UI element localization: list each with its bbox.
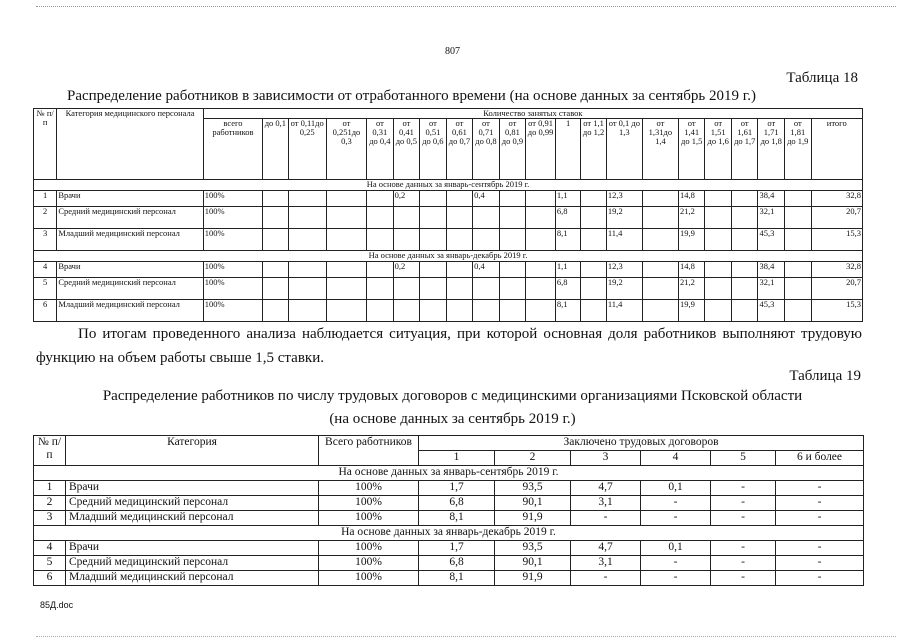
row-value [642,300,678,322]
row-value [420,207,447,229]
t18-subheader: от 0,41 до 0,5 [393,119,420,180]
row-value: 1,1 [555,262,580,278]
row-value [785,300,812,322]
t18-subheader: от 0,51 до 0,6 [420,119,447,180]
t18-group-header: Количество занятых ставок [203,109,862,119]
row-value [499,278,526,300]
row-value: 20,7 [811,207,862,229]
row-value: 8,1 [555,300,580,322]
row-value: - [776,541,864,556]
bottom-scan-line [36,636,896,637]
table-row [34,191,863,207]
row-value [705,191,732,207]
table-row [34,511,864,526]
row-value [393,229,420,251]
row-value: 38,4 [758,262,785,278]
row-value [785,207,812,229]
row-value: 0,1 [641,541,711,556]
row-number: 4 [34,541,66,556]
t19-col-total: Всего работников [319,436,419,466]
table-row [34,481,864,496]
row-value [642,191,678,207]
row-value [642,262,678,278]
t19-subheader: 3 [571,451,641,466]
table19-label: Таблица 19 [789,368,861,384]
row-value [705,207,732,229]
t19-section-row [34,526,864,541]
row-value [581,278,606,300]
t18-subheader: от 0,61 до 0,7 [446,119,473,180]
row-value: 4,7 [571,481,641,496]
row-value: 100% [203,229,262,251]
row-value [393,300,420,322]
row-category: Средний медицинский персонал [57,278,203,300]
row-value: 6,8 [555,207,580,229]
row-value [526,262,556,278]
table-row [34,262,863,278]
row-value: - [776,556,864,571]
row-value: 1,1 [555,191,580,207]
row-value [581,262,606,278]
row-value [526,207,556,229]
t19-group-header: Заключено трудовых договоров [419,436,864,451]
row-value: 32,8 [811,262,862,278]
row-value [393,278,420,300]
table19 [33,435,864,586]
t18-subheader: от 0,71 до 0,8 [473,119,500,180]
row-value: 32,1 [758,207,785,229]
row-value [705,262,732,278]
row-value [263,207,288,229]
row-value: 12,3 [606,262,642,278]
t19-subheader: 1 [419,451,495,466]
table18 [33,108,863,322]
row-value [473,278,500,300]
table-row [34,300,863,322]
row-value [263,262,288,278]
t18-section-row [34,180,863,191]
row-value: 45,3 [758,229,785,251]
row-number: 5 [34,556,66,571]
t19-subheader: 6 и более [776,451,864,466]
t18-section-row [34,251,863,262]
row-value: - [776,481,864,496]
row-value [731,229,758,251]
t18-subheader: от 0,81 до 0,9 [499,119,526,180]
t19-section-label: На основе данных за январь-декабрь 2019 г. [34,526,864,541]
row-value [326,262,366,278]
row-value [785,229,812,251]
row-value: 100% [319,541,419,556]
row-value: 100% [319,511,419,526]
row-value: 3,1 [571,496,641,511]
t18-subheader: от 1,31до 1,4 [642,119,678,180]
row-value: - [776,496,864,511]
row-value [499,300,526,322]
row-value: 19,2 [606,278,642,300]
row-value [367,262,394,278]
row-value: 8,1 [419,571,495,586]
row-value: 12,3 [606,191,642,207]
row-value [288,207,326,229]
row-category: Средний медицинский персонал [66,496,319,511]
row-value: 93,5 [495,541,571,556]
row-number: 3 [34,229,57,251]
t18-subheader: от 0,251до 0,3 [326,119,366,180]
row-value: 6,8 [419,556,495,571]
row-value: 91,9 [495,511,571,526]
t19-section-label: На основе данных за январь-сентябрь 2019 г. [34,466,864,481]
t18-subheader: всего работников [203,119,262,180]
row-value [499,229,526,251]
row-value [263,229,288,251]
row-value [326,278,366,300]
row-value [367,207,394,229]
t18-subheader: от 1,1 до 1,2 [581,119,606,180]
row-value: 19,2 [606,207,642,229]
row-value [446,207,473,229]
row-value: 100% [319,556,419,571]
row-category: Средний медицинский персонал [66,556,319,571]
t19-col-num: № п/п [34,436,66,466]
row-value: - [641,496,711,511]
row-value [420,229,447,251]
row-value: 8,1 [555,229,580,251]
table19-title: Распределение работников по числу трудовых договоров с медицинскими организациями Псковской области [102,388,803,404]
row-value: 11,4 [606,229,642,251]
row-value [393,207,420,229]
table18-label: Таблица 18 [786,70,858,86]
row-value [263,300,288,322]
t18-subheader: от 0,11до 0,25 [288,119,326,180]
row-value [420,278,447,300]
row-number: 4 [34,262,57,278]
row-number: 5 [34,278,57,300]
row-value [581,207,606,229]
t18-subheader: от 1,81 до 1,9 [785,119,812,180]
row-value: 15,3 [811,300,862,322]
table-row [34,496,864,511]
row-value: 21,2 [678,207,705,229]
row-value: - [711,511,776,526]
t18-subheader: от 1,41 до 1,5 [678,119,705,180]
row-value [446,229,473,251]
row-value: 100% [319,571,419,586]
row-value: - [776,571,864,586]
t18-col-category: Категория медицинского персонала [57,109,203,180]
row-value: 38,4 [758,191,785,207]
row-value: - [711,541,776,556]
row-value [446,300,473,322]
page-number: 807 [445,46,460,57]
table19-subtitle: (на основе данных за сентябрь 2019 г.) [329,411,576,427]
table-row [34,541,864,556]
row-number: 2 [34,496,66,511]
row-number: 1 [34,481,66,496]
row-value [263,191,288,207]
row-value: 14,8 [678,191,705,207]
row-value [473,229,500,251]
row-value [731,207,758,229]
top-scan-line [36,6,896,7]
row-category: Младший медицинский персонал [57,229,203,251]
row-value [705,278,732,300]
row-value: 6,8 [555,278,580,300]
row-value [499,207,526,229]
row-value: - [571,571,641,586]
row-value: 19,9 [678,300,705,322]
row-value [288,278,326,300]
t19-section-row [34,466,864,481]
analysis-text: По итогам проведенного анализа наблюдается ситуация, при которой основная доля работников выполняют трудовую функцию на объем работы свыше 1,5 ставки. [36,326,862,366]
row-value: 90,1 [495,556,571,571]
row-value: 8,1 [419,511,495,526]
row-value: - [641,556,711,571]
row-category: Младший медицинский персонал [66,511,319,526]
file-name-footer: 85Д.doc [40,600,74,610]
row-value [288,300,326,322]
row-category: Младший медицинский персонал [57,300,203,322]
row-value [446,191,473,207]
row-value [731,191,758,207]
row-value [785,262,812,278]
row-category: Врачи [66,541,319,556]
row-value: 1,7 [419,481,495,496]
row-value [326,229,366,251]
t19-subheader: 5 [711,451,776,466]
row-category: Врачи [57,262,203,278]
row-value: 4,7 [571,541,641,556]
analysis-paragraph [36,322,862,370]
t18-subheader: от 1,51 до 1,6 [705,119,732,180]
row-value: - [571,511,641,526]
row-category: Врачи [66,481,319,496]
row-value [526,191,556,207]
t18-section-label: На основе данных за январь-сентябрь 2019 г. [34,180,863,191]
row-value [473,300,500,322]
t18-col-num: № п/п [34,109,57,180]
row-value: 93,5 [495,481,571,496]
row-value: 45,3 [758,300,785,322]
row-value: 0,2 [393,191,420,207]
t18-subheader: от 1,71 до 1,8 [758,119,785,180]
row-value [367,191,394,207]
row-value [367,278,394,300]
row-value: 100% [203,207,262,229]
row-value [288,262,326,278]
table-row [34,571,864,586]
row-value: 100% [319,496,419,511]
table-row [34,556,864,571]
t18-section-label: На основе данных за январь-декабрь 2019 г. [34,251,863,262]
row-value: - [711,496,776,511]
table-row [34,207,863,229]
row-value: - [711,481,776,496]
t19-col-category: Категория [66,436,319,466]
row-value: 15,3 [811,229,862,251]
row-value [705,229,732,251]
row-number: 6 [34,300,57,322]
table18-title: Распределение работников в зависимости от отработанного времени (на основе данных за сентябрь 2019 г.) [67,88,756,104]
row-value: 14,8 [678,262,705,278]
row-value: 21,2 [678,278,705,300]
row-value: 100% [319,481,419,496]
row-value [705,300,732,322]
row-value: 100% [203,300,262,322]
row-value: 0,1 [641,481,711,496]
row-value [731,262,758,278]
t18-subheader: от 1,61 до 1,7 [731,119,758,180]
row-value: 6,8 [419,496,495,511]
row-value: 91,9 [495,571,571,586]
row-value [326,207,366,229]
row-value [731,300,758,322]
row-value: 0,4 [473,262,500,278]
row-value [326,300,366,322]
t18-subheader: от 0,31 до 0,4 [367,119,394,180]
row-value: - [711,571,776,586]
row-value [642,207,678,229]
row-value: 100% [203,262,262,278]
row-category: Средний медицинский персонал [57,207,203,229]
row-value: - [776,511,864,526]
row-value [367,229,394,251]
row-value [420,300,447,322]
row-value [288,191,326,207]
row-value: - [641,511,711,526]
t19-subheader: 2 [495,451,571,466]
t18-subheader: от 0,1 до 1,3 [606,119,642,180]
row-value: 100% [203,191,262,207]
row-value [731,278,758,300]
t18-subheader: до 0,1 [263,119,288,180]
row-value [420,191,447,207]
row-value: 32,8 [811,191,862,207]
row-value [642,229,678,251]
row-value: 32,1 [758,278,785,300]
row-value: 90,1 [495,496,571,511]
row-value: 20,7 [811,278,862,300]
row-value [642,278,678,300]
row-value [526,229,556,251]
row-value: 1,7 [419,541,495,556]
row-value [326,191,366,207]
row-value [288,229,326,251]
row-value: 0,2 [393,262,420,278]
t18-subheader: 1 [555,119,580,180]
row-value [473,207,500,229]
row-number: 1 [34,191,57,207]
row-value [367,300,394,322]
row-value: 11,4 [606,300,642,322]
row-value [499,262,526,278]
row-value: - [711,556,776,571]
row-value [499,191,526,207]
row-value [446,262,473,278]
t19-subheader: 4 [641,451,711,466]
t18-subheader: итого [811,119,862,180]
row-category: Младший медицинский персонал [66,571,319,586]
table-row [34,278,863,300]
row-value [446,278,473,300]
row-value: 3,1 [571,556,641,571]
row-number: 6 [34,571,66,586]
row-number: 3 [34,511,66,526]
row-value: 100% [203,278,262,300]
row-value: 0,4 [473,191,500,207]
row-number: 2 [34,207,57,229]
table-row [34,229,863,251]
row-value [263,278,288,300]
row-value [420,262,447,278]
row-value [526,278,556,300]
row-value: 19,9 [678,229,705,251]
row-value [526,300,556,322]
row-value [581,300,606,322]
t18-subheader: от 0,91 до 0,99 [526,119,556,180]
row-value [581,191,606,207]
row-value: - [641,571,711,586]
row-category: Врачи [57,191,203,207]
row-value [581,229,606,251]
row-value [785,191,812,207]
row-value [785,278,812,300]
